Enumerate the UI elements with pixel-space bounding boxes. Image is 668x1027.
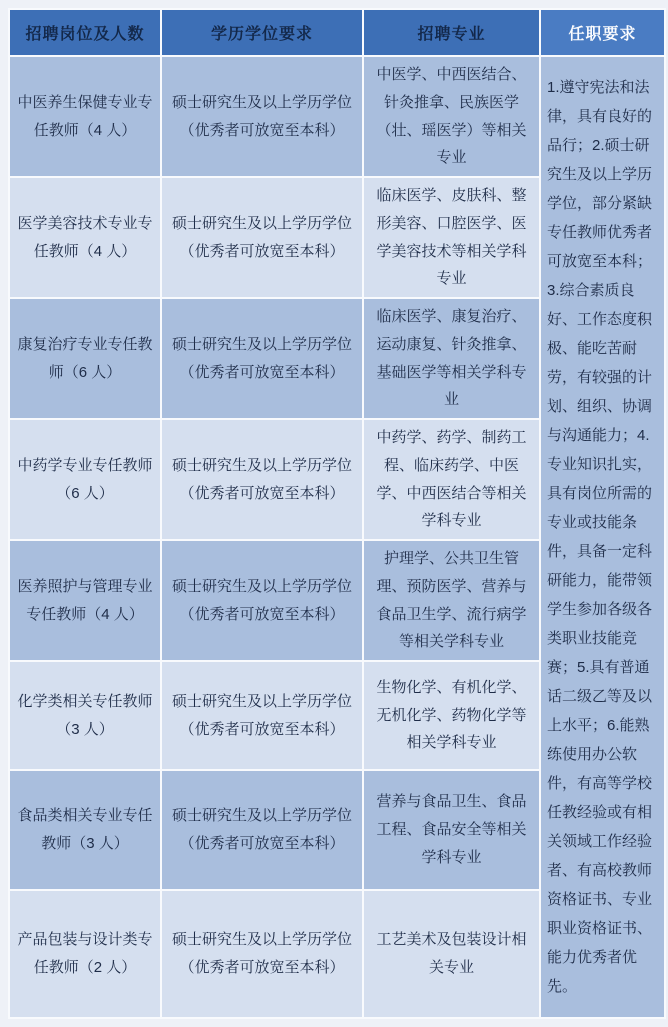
cell-education: 硕士研究生及以上学历学位（优秀者可放宽至本科） <box>162 420 362 539</box>
cell-requirements: 1.遵守宪法和法律，具有良好的品行；2.硕士研究生及以上学历学位，部分紧缺专任教师优秀者可放宽至本科；3.综合素质良好、工作态度积极、能吃苦耐劳，有较强的计划、组织、协调与沟通能力；4.专业知识扎实，具有岗位所需的专业或技能条件，具备一定科研能力，能带领学生参加各级各类职业技能竞赛；5.具有普通话二级乙等及以上水平；6.能熟练使用办公软件，有高等学校任教经验或有相关领域工作经验者、有高校教师资格证书、专业职业资格证书、能力优秀者优先。 <box>541 57 664 1017</box>
table-row <box>10 57 664 176</box>
cell-majors: 生物化学、有机化学、无机化学、药物化学等相关学科专业 <box>364 662 539 769</box>
cell-position: 医养照护与管理专业专任教师（4 人） <box>10 541 160 660</box>
cell-position: 康复治疗专业专任教师（6 人） <box>10 299 160 418</box>
cell-position: 食品类相关专业专任教师（3 人） <box>10 771 160 889</box>
cell-education: 硕士研究生及以上学历学位（优秀者可放宽至本科） <box>162 891 362 1017</box>
recruitment-table <box>8 8 666 1019</box>
cell-position: 医学美容技术专业专任教师（4 人） <box>10 178 160 297</box>
cell-education: 硕士研究生及以上学历学位（优秀者可放宽至本科） <box>162 299 362 418</box>
table-header-row <box>10 10 664 55</box>
cell-position: 化学类相关专任教师（3 人） <box>10 662 160 769</box>
cell-majors: 中药学、药学、制药工程、临床药学、中医学、中西医结合等相关学科专业 <box>364 420 539 539</box>
col-header-position: 招聘岗位及人数 <box>10 10 160 55</box>
cell-majors: 中医学、中西医结合、针灸推拿、民族医学（壮、瑶医学）等相关专业 <box>364 57 539 176</box>
cell-majors: 临床医学、康复治疗、运动康复、针灸推拿、基础医学等相关学科专业 <box>364 299 539 418</box>
cell-position: 中医养生保健专业专任教师（4 人） <box>10 57 160 176</box>
cell-majors: 护理学、公共卫生管理、预防医学、营养与食品卫生学、流行病学等相关学科专业 <box>364 541 539 660</box>
col-header-education: 学历学位要求 <box>162 10 362 55</box>
col-header-requirements: 任职要求 <box>541 10 664 55</box>
cell-majors: 临床医学、皮肤科、整形美容、口腔医学、医学美容技术等相关学科专业 <box>364 178 539 297</box>
col-header-majors: 招聘专业 <box>364 10 539 55</box>
cell-education: 硕士研究生及以上学历学位（优秀者可放宽至本科） <box>162 541 362 660</box>
cell-position: 产品包装与设计类专任教师（2 人） <box>10 891 160 1017</box>
cell-position: 中药学专业专任教师（6 人） <box>10 420 160 539</box>
cell-majors: 工艺美术及包装设计相关专业 <box>364 891 539 1017</box>
cell-education: 硕士研究生及以上学历学位（优秀者可放宽至本科） <box>162 178 362 297</box>
cell-education: 硕士研究生及以上学历学位（优秀者可放宽至本科） <box>162 771 362 889</box>
cell-education: 硕士研究生及以上学历学位（优秀者可放宽至本科） <box>162 662 362 769</box>
cell-majors: 营养与食品卫生、食品工程、食品安全等相关学科专业 <box>364 771 539 889</box>
cell-education: 硕士研究生及以上学历学位（优秀者可放宽至本科） <box>162 57 362 176</box>
